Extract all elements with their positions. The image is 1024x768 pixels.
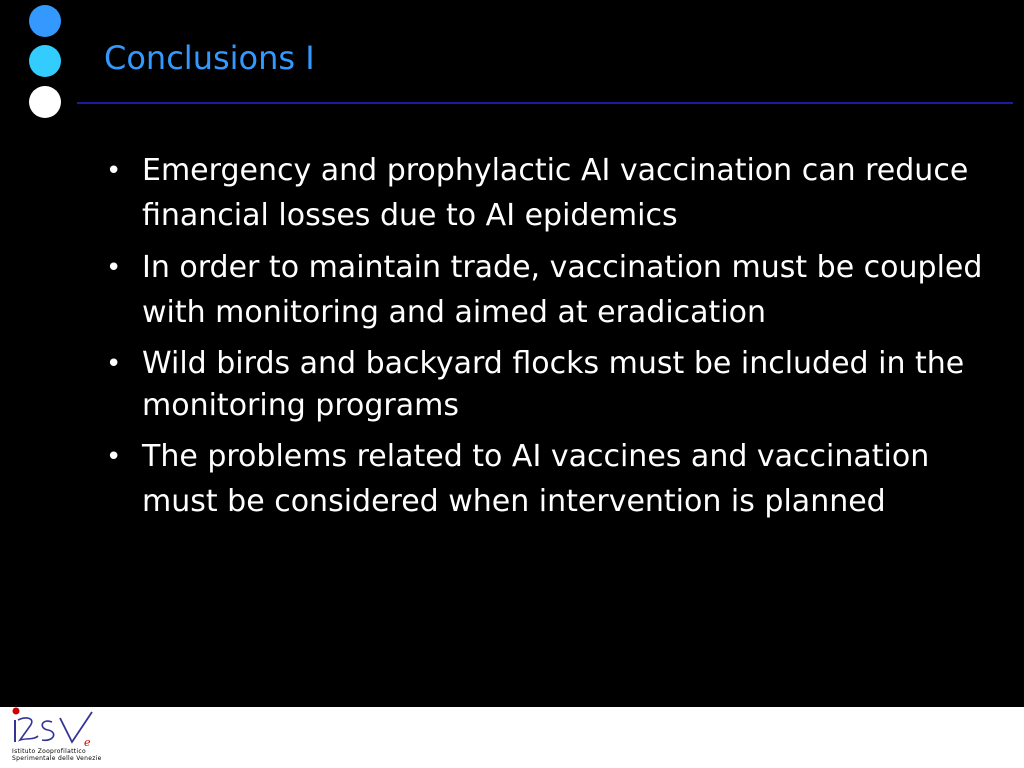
- bullet-text: Wild birds and backyard flocks must be included in the monitoring programs: [142, 346, 965, 423]
- bullet-text: Emergency and prophylactic AI vaccination can reduce financial losses due to AI epidemics: [142, 153, 969, 233]
- bullet-item: [104, 343, 984, 427]
- footer-bar: [0, 707, 1024, 768]
- title-divider: [77, 102, 1013, 104]
- decor-dot-blue: [29, 5, 61, 37]
- logo-caption-line-1: Istituto Zooprofilattico: [12, 748, 86, 755]
- bullet-text: The problems related to AI vaccines and vaccination must be considered when intervention is planned: [142, 439, 930, 519]
- decor-dot-white: [29, 86, 61, 118]
- bullet-icon: •: [106, 349, 122, 379]
- bullet-item: [104, 435, 984, 524]
- bullet-icon: •: [106, 156, 122, 186]
- logo-caption-line-2: Sperimentale delle Venezie: [12, 755, 102, 762]
- slide-title: Conclusions I: [104, 39, 315, 77]
- bullet-list: [104, 149, 984, 532]
- bullet-text: In order to maintain trade, vaccination must be coupled with monitoring and aimed at eradication: [142, 250, 983, 330]
- svg-text:e: e: [84, 736, 91, 749]
- bullet-icon: •: [106, 253, 122, 283]
- bullet-icon: •: [106, 442, 122, 472]
- logo-caption: [12, 748, 102, 762]
- bullet-item: [104, 149, 984, 238]
- decor-dot-cyan: [29, 45, 61, 77]
- bullet-item: [104, 246, 984, 335]
